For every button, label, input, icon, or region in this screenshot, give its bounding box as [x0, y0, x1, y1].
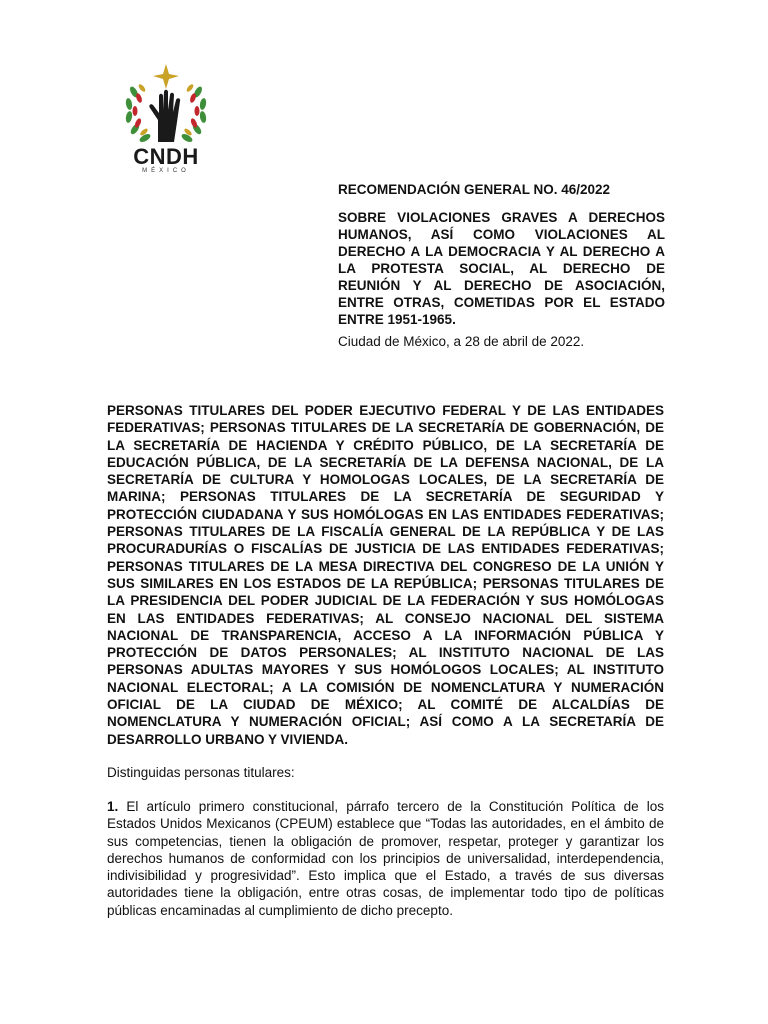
addressees-block: PERSONAS TITULARES DEL PODER EJECUTIVO FEDERAL Y DE LAS ENTIDADES FEDERATIVAS; PERSONAS TITULARES DE LA SECRETARÍA DE GOBERNACIÓN, DE LA SECRETARÍA DE HACIENDA Y CRÉDITO PÚBLICO, DE LA SECRETARÍA DE EDUCACIÓN PÚBLICA, DE LA SECRETARÍA DE LA DEFENSA NACIONAL, DE LA SECRETARÍA DE CULTURA Y HOMOLOGAS LOCALES, DE LA SECRETARÍA DE MARINA; PERSONAS TITULARES DE LA SECRETARÍA DE SEGURIDAD Y PROTECCIÓN CIUDADANA Y SUS HOMÓLOGAS EN LAS ENTIDADES FEDERATIVAS; PERSONAS TITULARES DE LA FISCALÍA GENERAL DE LA REPÚBLICA Y DE LAS PROCURADURÍAS O FISCALÍAS DE JUSTICIA DE LAS ENTIDADES FEDERATIVAS; PERSONAS TITULARES DE LA MESA DIRECTIVA DEL CONGRESO DE LA UNIÓN Y SUS SIMILARES EN LOS ESTADOS DE LA REPÚBLICA; PERSONAS TITULARES DE LA PRESIDENCIA DEL PODER JUDICIAL DE LA FEDERACIÓN Y SUS HOMÓLOGAS EN LAS ENTIDADES FEDERATIVAS; AL CONSEJO NACIONAL DEL SISTEMA NACIONAL DE TRANSPARENCIA, ACCESO A LA INFORMACIÓN PÚBLICA Y PROTECCIÓN DE DATOS PERSONALES; AL INSTITUTO NACIONAL DE LAS PERSONAS ADULTAS MAYORES Y SUS HOMÓLOGOS LOCALES; AL INSTITUTO NACIONAL ELECTORAL; A LA COMISIÓN DE NOMENCLATURA Y NUMERACIÓN OFICIAL DE LA CIUDAD DE MÉXICO; AL COMITÉ DE ALCALDÍAS DE NOMENCLATURA Y NUMERACIÓN OFICIAL; ASÍ COMO A LA SECRETARÍA DE DESARROLLO URBANO Y VIVIENDA.: [107, 403, 664, 747]
paragraph-1: [107, 798, 664, 919]
paragraph-text: El artículo primero constitucional, párrafo tercero de la Constitución Política de los Estados Unidos Mexicanos (CPEUM) establece que “Todas las autoridades, en el ámbito de sus competencias, tienen la obligación de promover, respetar, proteger y garantizar los derechos humanos de conformidad con los principios de universalidad, interdependencia, indivisibilidad y progresividad”. Esto implica que el Estado, a través de sus diversas autoridades tiene la obligación, entre otras cosas, de implementar todo tipo de políticas públicas encaminadas al cumplimiento de dicho precepto.: [107, 799, 664, 918]
paragraph-number: 1.: [107, 799, 119, 814]
recommendation-title: RECOMENDACIÓN GENERAL NO. 46/2022: [338, 182, 611, 197]
logo-wordmark: CNDH: [133, 144, 199, 169]
place-and-date: Ciudad de México, a 28 de abril de 2022.: [338, 334, 585, 349]
cndh-logo: [120, 62, 212, 180]
salutation: Distinguidas personas titulares:: [107, 765, 295, 780]
logo-country: MÉXICO: [142, 168, 190, 174]
cndh-emblem-icon: [120, 62, 212, 146]
recommendation-subject: SOBRE VIOLACIONES GRAVES A DERECHOS HUMANOS, ASÍ COMO VIOLACIONES AL DERECHO A LA DEMOCRACIA Y AL DERECHO A LA PROTESTA SOCIAL, AL DERECHO DE REUNIÓN Y AL DERECHO DE ASOCIACIÓN, ENTRE OTRAS, COMETIDAS POR EL ESTADO ENTRE 1951-1965.: [338, 210, 665, 327]
